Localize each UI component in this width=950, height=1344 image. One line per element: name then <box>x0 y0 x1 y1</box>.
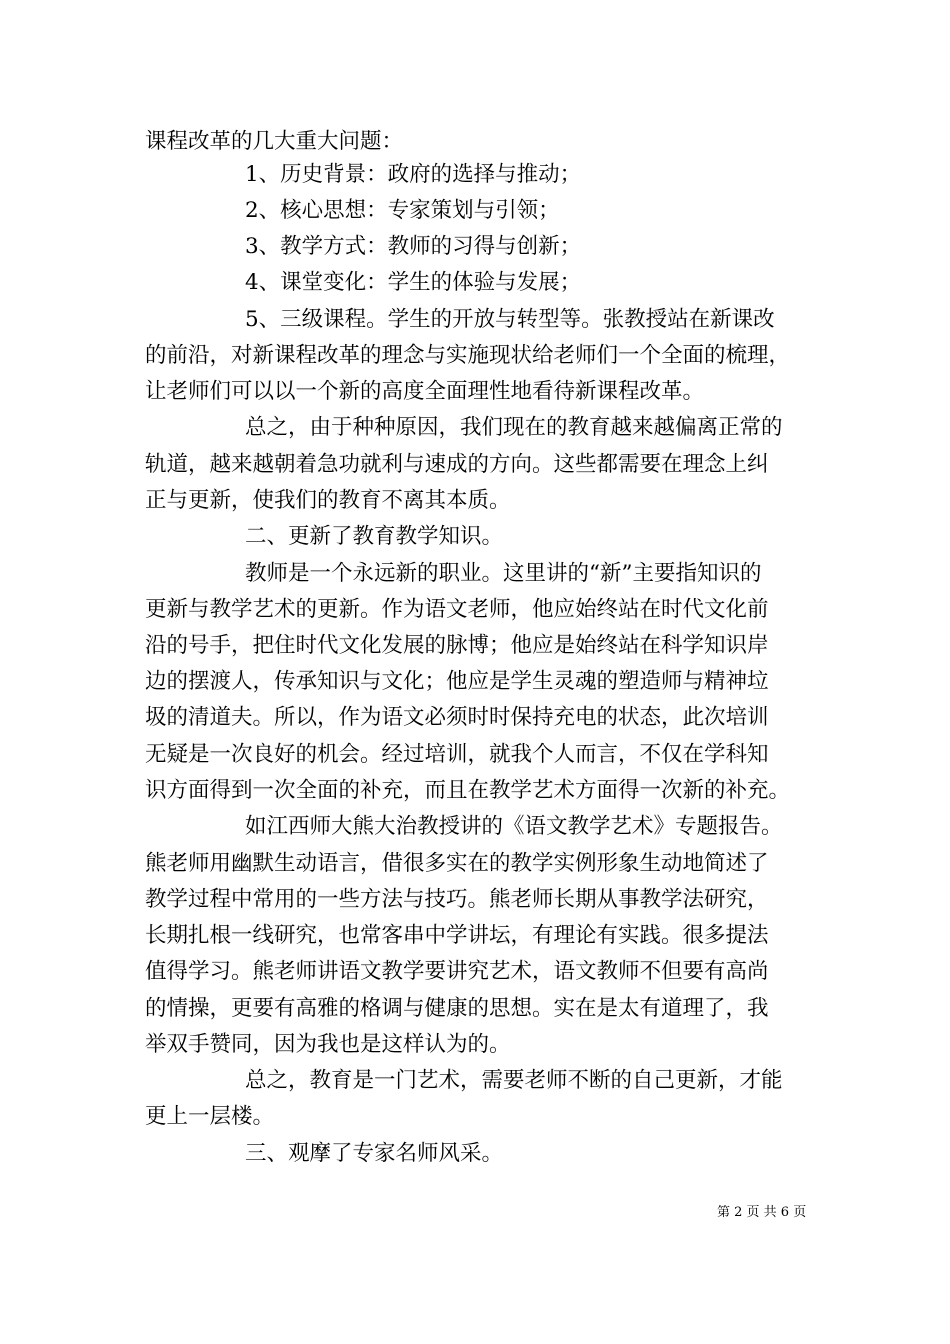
text-line: 熊老师用幽默生动语言，借很多实在的教学实例形象生动地简述了 <box>145 851 769 876</box>
text-line: 让老师们可以以一个新的高度全面理性地看待新课程改革。 <box>145 379 705 404</box>
list-item-1: 1、历史背景：政府的选择与推动； <box>245 162 582 187</box>
text-line: 无疑是一次良好的机会。经过培训，就我个人而言，不仅在学科知 <box>145 742 769 767</box>
page-number: 第 2 页 共 6 页 <box>717 1205 807 1220</box>
paragraph-start: 如江西师大熊大治教授讲的《语文教学艺术》专题报告。 <box>245 814 783 839</box>
text-line: 正与更新，使我们的教育不离其本质。 <box>145 488 511 513</box>
text-line: 边的摆渡人，传承知识与文化；他应是学生灵魂的塑造师与精神垃 <box>145 669 769 694</box>
text-line: 长期扎根一线研究，也常客串中学讲坛，有理论有实践。很多提法 <box>145 923 769 948</box>
text-line: 圾的清道夫。所以，作为语文必须时时保持充电的状态，此次培训 <box>145 705 769 730</box>
text-line: 更新与教学艺术的更新。作为语文老师，他应始终站在时代文化前 <box>145 597 769 622</box>
text-line: 的前沿，对新课程改革的理念与实施现状给老师们一个全面的梳理， <box>145 343 791 368</box>
text-line: 值得学习。熊老师讲语文教学要讲究艺术，语文教师不但要有高尚 <box>145 959 769 984</box>
section-heading: 二、更新了教育教学知识。 <box>245 524 504 549</box>
section-heading: 三、观摩了专家名师风采。 <box>245 1141 504 1166</box>
text-line: 识方面得到一次全面的补充，而且在教学艺术方面得一次新的补充。 <box>145 778 791 803</box>
text-line: 举双手赞同，因为我也是这样认为的。 <box>145 1032 511 1057</box>
text-line: 沿的号手，把住时代文化发展的脉博；他应是始终站在科学知识岸 <box>145 633 769 658</box>
list-item-5: 5、三级课程。学生的开放与转型等。张教授站在新课改 <box>245 307 775 332</box>
paragraph-start: 教师是一个永远新的职业。这里讲的“新”主要指知识的 <box>245 561 762 586</box>
text-line: 更上一层楼。 <box>145 1104 275 1129</box>
paragraph-start: 总之，教育是一门艺术，需要老师不断的自己更新，才能 <box>245 1068 783 1093</box>
text-line: 课程改革的几大重大问题： <box>145 129 404 154</box>
text-line: 轨道，越来越朝着急功就利与速成的方向。这些都需要在理念上纠 <box>145 452 769 477</box>
text-line: 教学过程中常用的一些方法与技巧。熊老师长期从事教学法研究， <box>145 887 769 912</box>
text-line: 的情操，更要有高雅的格调与健康的思想。实在是太有道理了，我 <box>145 996 769 1021</box>
list-item-3: 3、教学方式：教师的习得与创新； <box>245 234 582 259</box>
list-item-2: 2、核心思想：专家策划与引领； <box>245 198 560 223</box>
paragraph-start: 总之，由于种种原因，我们现在的教育越来越偏离正常的 <box>245 415 783 440</box>
list-item-4: 4、课堂变化：学生的体验与发展； <box>245 270 582 295</box>
